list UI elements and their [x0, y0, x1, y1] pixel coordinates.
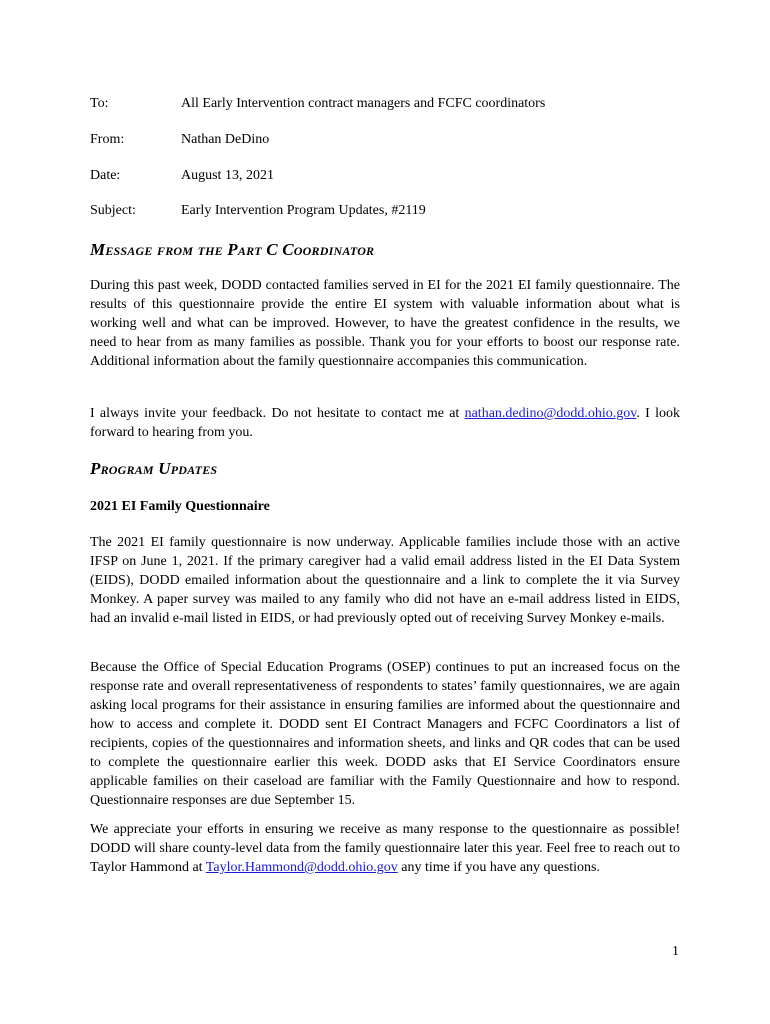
- to-value: All Early Intervention contract managers and FCFC coordinators: [181, 96, 546, 111]
- message-paragraph-2-text-after: . I look forward to hearing from you.: [90, 406, 680, 440]
- page-number: 1: [672, 944, 679, 959]
- coordinator-email-link[interactable]: nathan.dedino@dodd.ohio.gov: [464, 406, 637, 421]
- program-paragraph-2: Because the Office of Special Education Programs (OSEP) continues to put an increased focus on the response rate and overall representativeness of respondents to states’ family questionnaires, we are again asking local programs for their assistance in ensuring families are informed about the questionnaire and how to access and complete it. DODD sent EI Contract Managers and FCFC Coordinators a list of recipients, copies of the questionnaires and information sheets, and links and QR codes that can be used to complete the questionnaire earlier this week. DODD asks that EI Service Coordinators ensure applicable families on their caseload are familiar with the Family Questionnaire and how to respond. Questionnaire responses are due September 15.: [90, 660, 680, 808]
- program-section-heading: Program Updates: [90, 459, 218, 478]
- to-label: To:: [90, 96, 109, 111]
- questionnaire-subheading: 2021 EI Family Questionnaire: [90, 499, 270, 514]
- from-label: From:: [90, 132, 125, 147]
- program-paragraph-3-text-after: any time if you have any questions.: [397, 860, 600, 875]
- message-section-heading: Message from the Part C Coordinator: [90, 240, 375, 259]
- date-value: August 13, 2021: [181, 168, 274, 183]
- subject-label: Subject:: [90, 203, 136, 218]
- program-paragraph-3-text-before: We appreciate your efforts in ensuring we receive as many response to the questionnaire as possible! DODD will share county-level data from the family questionnaire later this year. Feel free to reach out to Taylor Hammond at: [90, 822, 680, 875]
- program-paragraph-1: The 2021 EI family questionnaire is now underway. Applicable families include those with an active IFSP on June 1, 2021. If the primary caregiver had a valid email address listed in the EI Data System (EIDS), DODD emailed information about the questionnaire and a link to complete the it via Survey Monkey. A paper survey was mailed to any family who did not have an e-mail address listed in EIDS, had an invalid e-mail listed in EIDS, or had previously opted out of receiving Survey Monkey e-mails.: [90, 535, 680, 626]
- message-paragraph-2: [90, 404, 680, 442]
- message-paragraph-1: During this past week, DODD contacted families served in EI for the 2021 EI family questionnaire. The results of this questionnaire provide the entire EI system with valuable information about what is working well and what can be improved. However, to have the greatest confidence in the results, we need to hear from as many families as possible. Thank you for your efforts to boost our response rate. Additional information about the family questionnaire accompanies this communication.: [90, 278, 680, 369]
- taylor-hammond-email-link[interactable]: Taylor.Hammond@dodd.ohio.gov: [205, 860, 398, 875]
- program-paragraph-3: [90, 820, 680, 877]
- date-label: Date:: [90, 168, 121, 183]
- message-paragraph-2-text-before: I always invite your feedback. Do not hesitate to contact me at: [90, 406, 465, 421]
- subject-value: Early Intervention Program Updates, #2119: [181, 203, 426, 218]
- from-value: Nathan DeDino: [181, 132, 270, 147]
